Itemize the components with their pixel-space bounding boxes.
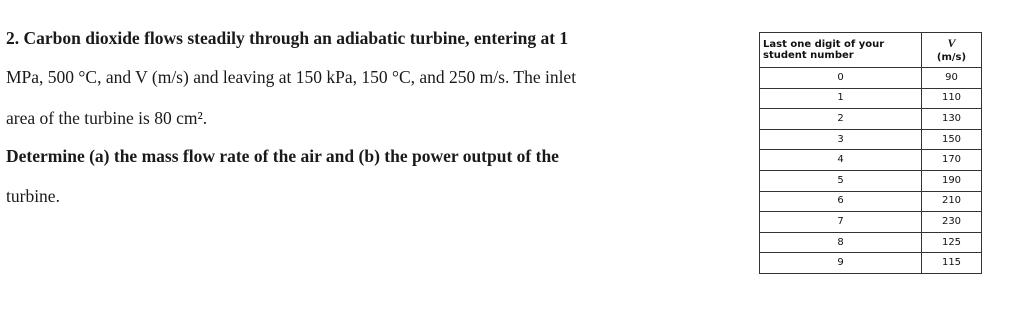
velocity-cell: 150 [922, 129, 982, 150]
problem-line-3: area of the turbine is 80 cm². [6, 108, 208, 128]
problem-line-5: turbine. [6, 186, 60, 206]
digit-cell: 2 [760, 109, 922, 130]
table-row [760, 150, 982, 171]
table-header-student: Last one digit of your student number [760, 33, 922, 68]
velocity-cell: 110 [922, 88, 982, 109]
velocity-cell: 190 [922, 170, 982, 191]
table-row [760, 253, 982, 274]
velocity-cell: 115 [922, 253, 982, 274]
problem-line-1: 2. Carbon dioxide flows steadily through an adiabatic turbine, entering at 1 [6, 28, 569, 48]
velocity-cell: 130 [922, 109, 982, 130]
problem-line-4: Determine (a) the mass flow rate of the air and (b) the power output of the [6, 146, 559, 166]
problem-line-2: MPa, 500 °C, and V (m/s) and leaving at 150 kPa, 150 °C, and 250 m/s. The inlet [6, 67, 577, 87]
digit-cell: 4 [760, 150, 922, 171]
digit-cell: 0 [760, 68, 922, 89]
velocity-cell: 230 [922, 212, 982, 233]
velocity-symbol: V [947, 36, 956, 51]
velocity-cell: 125 [922, 232, 982, 253]
table-row [760, 88, 982, 109]
table-row [760, 68, 982, 89]
digit-cell: 3 [760, 129, 922, 150]
digit-cell: 5 [760, 170, 922, 191]
table-row [760, 212, 982, 233]
digit-cell: 6 [760, 191, 922, 212]
table-row [760, 170, 982, 191]
velocity-cell: 90 [922, 68, 982, 89]
table-row [760, 191, 982, 212]
velocity-table [759, 32, 982, 274]
velocity-cell: 170 [922, 150, 982, 171]
table-row [760, 232, 982, 253]
velocity-cell: 210 [922, 191, 982, 212]
digit-cell: 9 [760, 253, 922, 274]
table-header-velocity [922, 33, 982, 68]
digit-cell: 1 [760, 88, 922, 109]
digit-cell: 7 [760, 212, 922, 233]
table-row [760, 109, 982, 130]
table-row [760, 129, 982, 150]
digit-cell: 8 [760, 232, 922, 253]
velocity-unit: (m/s) [936, 52, 967, 64]
